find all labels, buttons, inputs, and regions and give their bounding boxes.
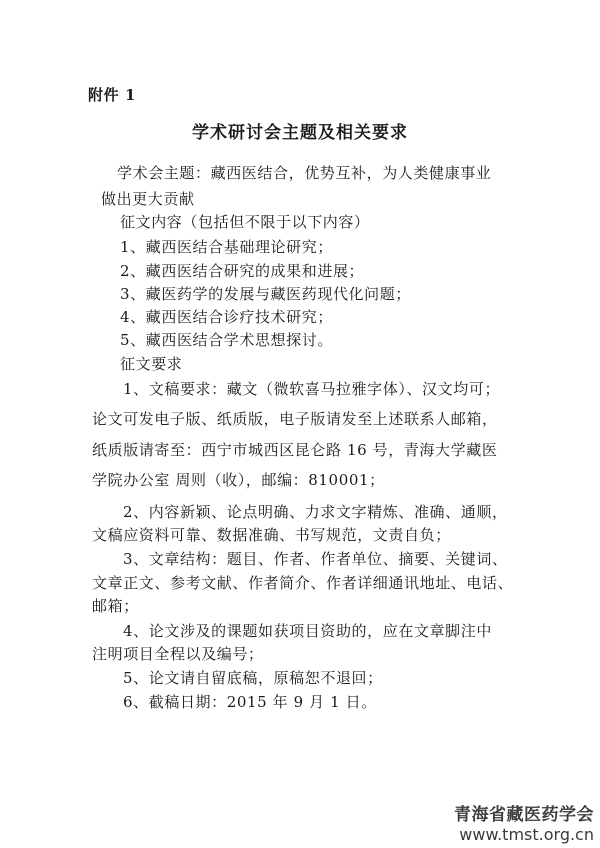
requirement-2-line-1: 2、内容新颖、论点明确、力求文字精炼、准确、通顺， (123, 503, 508, 521)
requirement-6: 6、截稿日期：2015 年 9 月 1 日。 (123, 693, 377, 711)
theme-line-1: 学术会主题：藏西医结合，优势互补，为人类健康事业 (117, 164, 492, 182)
requirement-1-line-4: 学院办公室 周则（收），邮编：810001； (92, 471, 385, 489)
requirement-3-line-3: 邮箱； (92, 597, 139, 615)
requirement-4-line-2: 注明项目全程以及编号； (92, 645, 264, 663)
requirement-3-line-2: 文章正文、参考文献、作者简介、作者详细通讯地址、电话、 (92, 574, 514, 592)
topic-item: 3、藏医药学的发展与藏医药现代化问题； (120, 285, 411, 303)
document-title: 学术研讨会主题及相关要求 (192, 123, 408, 143)
attachment-label: 附件 1 (88, 86, 137, 104)
requirement-3-line-1: 3、文章结构：题目、作者、作者单位、摘要、关键词、 (123, 550, 508, 568)
requirement-1-line-1: 1、文稿要求：藏文（微软喜马拉雅字体）、汉文均可； (123, 380, 501, 398)
theme-line-2: 做出更大贡献 (101, 190, 195, 208)
watermark-url: www.tmst.org.cn (459, 825, 594, 844)
requirement-1-line-3: 纸质版请寄至：西宁市城西区昆仑路 16 号，青海大学藏医 (92, 441, 498, 459)
topic-item: 2、藏西医结合研究的成果和进展； (120, 262, 365, 280)
contents-heading: 征文内容（包括但不限于以下内容） (120, 213, 370, 231)
topic-item: 4、藏西医结合诊疗技术研究； (120, 308, 333, 326)
requirement-2-line-2: 文稿应资料可靠、数据准确、书写规范，文责自负； (92, 526, 451, 544)
topic-item: 5、藏西医结合学术思想探讨。 (120, 331, 333, 349)
site-watermark (454, 806, 594, 844)
requirements-heading: 征文要求 (120, 355, 183, 373)
requirement-5: 5、论文请自留底稿，原稿恕不退回； (123, 669, 383, 687)
requirement-1-line-2: 论文可发电子版、纸质版，电子版请发至上述联系人邮箱， (92, 410, 498, 428)
watermark-organization: 青海省藏医药学会 (454, 805, 594, 825)
requirement-4-line-1: 4、论文涉及的课题如获项目资助的，应在文章脚注中 (123, 622, 492, 640)
topic-item: 1、藏西医结合基础理论研究； (120, 238, 333, 256)
